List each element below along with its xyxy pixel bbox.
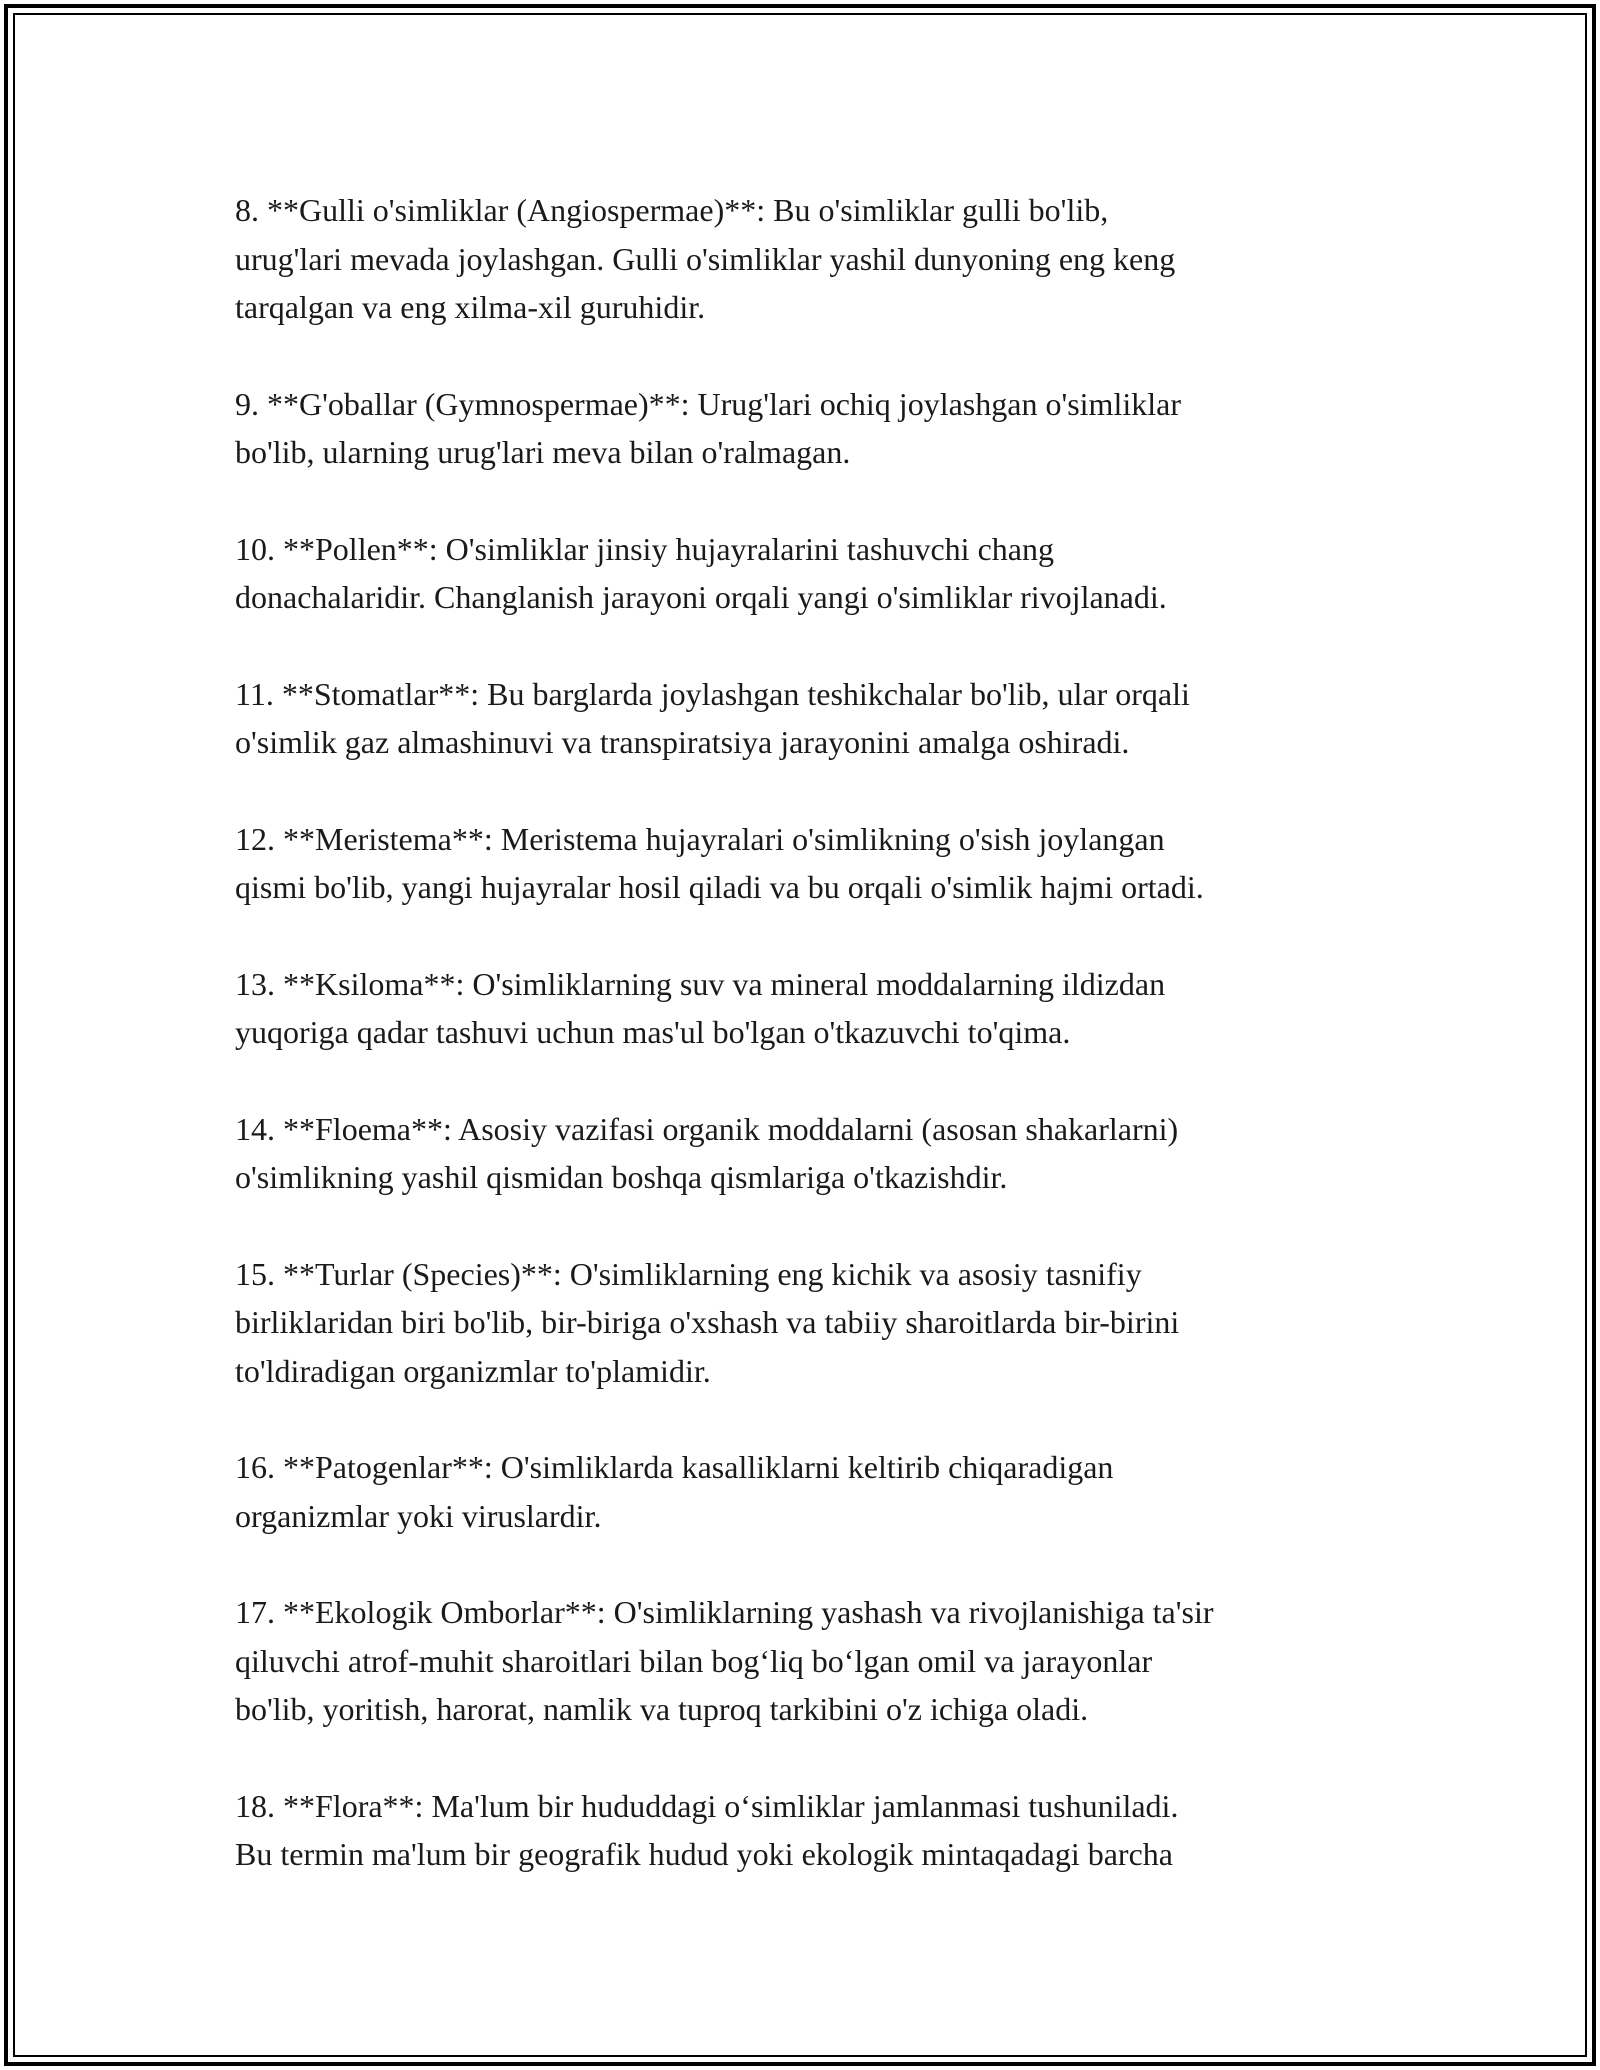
entry-13 — [235, 960, 1375, 1057]
entry-line: 8. **Gulli o'simliklar (Angiospermae)**: Bu o'simliklar gulli bo'lib, — [235, 192, 1109, 228]
entry-line: 14. **Floema**: Asosiy vazifasi organik moddalarni (asosan shakarlarni) — [235, 1110, 1179, 1147]
entry-line: qiluvchi atrof-muhit sharoitlari bilan bog‘liq bo‘lgan omil va jarayonlar — [235, 1642, 1153, 1679]
entry-10 — [235, 525, 1375, 622]
entry-8 — [235, 186, 1375, 332]
entry-line: 13. **Ksiloma**: O'simliklarning suv va mineral moddalarning ildizdan — [235, 965, 1166, 1002]
entry-line: 12. **Meristema**: Meristema hujayralari o'simlikning o'sish joylangan — [235, 820, 1165, 857]
entry-line: 11. **Stomatlar**: Bu barglarda joylashgan teshikchalar bo'lib, ular orqali — [235, 675, 1190, 712]
entry-17 — [235, 1588, 1375, 1734]
document-body — [235, 186, 1375, 1927]
entry-9 — [235, 380, 1375, 477]
entry-line: organizmlar yoki viruslardir. — [235, 1497, 602, 1534]
entry-line: bo'lib, ularning urug'lari meva bilan o'ralmagan. — [235, 434, 851, 470]
entry-line: 16. **Patogenlar**: O'simliklarda kasalliklarni keltirib chiqaradigan — [235, 1449, 1114, 1485]
entry-line: birliklaridan biri bo'lib, bir-biriga o'xshash va tabiiy sharoitlarda bir-birini — [235, 1304, 1180, 1340]
entry-line: yuqoriga qadar tashuvi uchun mas'ul bo'lgan o'tkazuvchi to'qima. — [235, 1014, 1071, 1050]
entry-line: o'simlikning yashil qismidan boshqa qismlariga o'tkazishdir. — [235, 1159, 1008, 1195]
entry-18 — [235, 1782, 1375, 1879]
entry-15 — [235, 1250, 1375, 1396]
entry-line: o'simlik gaz almashinuvi va transpiratsiya jarayonini amalga oshiradi. — [235, 724, 1130, 760]
entry-line: tarqalgan va eng xilma-xil guruhidir. — [235, 289, 706, 325]
entry-line: donachalaridir. Changlanish jarayoni orqali yangi o'simliklar rivojlanadi. — [235, 579, 1167, 615]
entry-line: 9. **G'oballar (Gymnospermae)**: Urug'lari ochiq joylashgan o'simliklar — [235, 385, 1181, 422]
entry-line: bo'lib, yoritish, harorat, namlik va tuproq tarkibini o'z ichiga oladi. — [235, 1691, 1089, 1727]
entry-11 — [235, 670, 1375, 767]
entry-line: 15. **Turlar (Species)**: O'simliklarning eng kichik va asosiy tasnifiy — [235, 1255, 1142, 1292]
entry-line: to'ldiradigan organizmlar to'plamidir. — [235, 1352, 711, 1389]
entry-line: urug'lari mevada joylashgan. Gulli o'simliklar yashil dunyoning eng keng — [235, 240, 1176, 277]
entry-16 — [235, 1443, 1375, 1540]
entry-12 — [235, 815, 1375, 912]
entry-line: qismi bo'lib, yangi hujayralar hosil qiladi va bu orqali o'simlik hajmi ortadi. — [235, 869, 1204, 905]
entry-line: 18. **Flora**: Ma'lum bir hududdagi o‘simliklar jamlanmasi tushuniladi. — [235, 1787, 1179, 1824]
entry-line: 10. **Pollen**: O'simliklar jinsiy hujayralarini tashuvchi chang — [235, 530, 1054, 567]
entry-line: 17. **Ekologik Omborlar**: O'simliklarning yashash va rivojlanishiga ta'sir — [235, 1594, 1214, 1630]
entry-14 — [235, 1105, 1375, 1202]
entry-line: Bu termin ma'lum bir geografik hudud yoki ekologik mintaqadagi barcha — [235, 1836, 1173, 1872]
